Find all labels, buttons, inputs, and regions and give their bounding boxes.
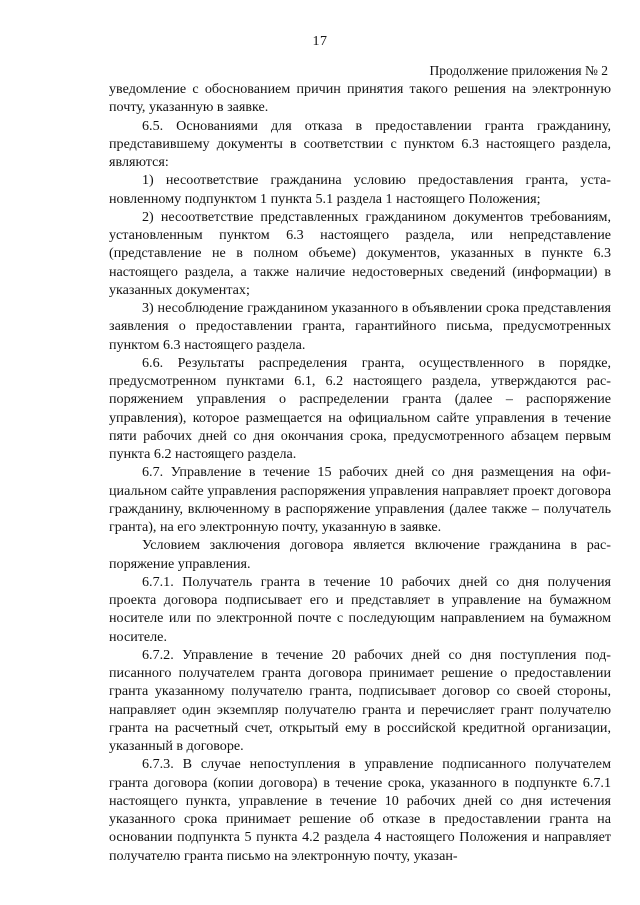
paragraph-6-7-1: 6.7.1. Получатель гранта в течение 10 рабочих дней со дня получения проекта договора подписывает его и представляет в управление на бумажном носителе или по электронной почте с последующим направлением на бумажном носителе.	[109, 573, 611, 645]
appendix-continuation-note: Продолжение приложения № 2	[429, 63, 608, 78]
document-body	[109, 80, 611, 865]
paragraph-6-5: 6.5. Основаниями для отказа в предоставлении гранта гражданину, представившему документы в соответствии с пунктом 6.3 настоящего раздела, являются:	[109, 117, 611, 170]
paragraph-6-5-item-2: 2) несоответствие представленных гражданином документов требованиям, установленным пунктом 6.3 настоящего раздела, или непредставление (представление не в полном объеме) документов, указанных в пункте 6.3 настоящего раздела, а также наличие недостоверных сведений (информации) в указанных документах;	[109, 208, 611, 298]
paragraph-6-7-condition: Условием заключения договора является включение гражданина в распоряжение управления.	[109, 537, 611, 572]
paragraph-6-7: 6.7. Управление в течение 15 рабочих дней со дня размещения на официальном сайте управления распоряжения управления направляет проект договора гражданину, включенному в распоряжение управления (далее также – получатель гранта), на его электронную почту, указанную в заявке.	[109, 464, 611, 535]
paragraph-6-7-2: 6.7.2. Управление в течение 20 рабочих дней со дня поступления подписанного получателем гранта договора принимает решение о предоставлении гранта указанному получателю гранта, подписывает договор со своей стороны, направляет один экземпляр получателю гранта и перечисляет грант получателю гранта на расчетный счет, открытый ему в российской кредитной организации, указанный в договоре.	[109, 646, 611, 754]
paragraph-6-5-item-3: 3) несоблюдение гражданином указанного в объявлении срока представления заявления о предоставлении гранта, гарантийного письма, предусмотренных пунктом 6.3 настоящего раздела.	[109, 300, 611, 353]
paragraph-continuation: уведомление с обоснованием причин принятия такого решения на электронную почту, указанную в заявке.	[109, 81, 611, 116]
page-number: 17	[312, 34, 328, 49]
paragraph-6-5-item-1: 1) несоответствие гражданина условию предоставления гранта, установленному подпунктом 1 пункта 5.1 раздела 1 настоящего Положения;	[109, 172, 611, 207]
paragraph-6-6: 6.6. Результаты распределения гранта, осуществленного в порядке, предусмотренном пунктами 6.1, 6.2 настоящего раздела, утверждаются распоряжением управления о распределении гранта (далее – распоряжение управления), которое размещается на официальном сайте управления в течение пяти рабочих дней со дня окончания срока, предусмотренного абзацем первым пункта 6.2 настоящего раздела.	[109, 354, 611, 462]
paragraph-6-7-3: 6.7.3. В случае непоступления в управление подписанного получателем гранта договора (копии договора) в течение срока, указанного в подпункте 6.7.1 настоящего пункта, управление в течение 10 рабочих дней со дня истечения указанного срока принимает решение об отказе в предоставлении гранта на основании подпункта 5 пункта 4.2 раздела 4 настоящего Положения и направляет получателю гранта письмо на электронную почту, указан-	[109, 756, 611, 864]
